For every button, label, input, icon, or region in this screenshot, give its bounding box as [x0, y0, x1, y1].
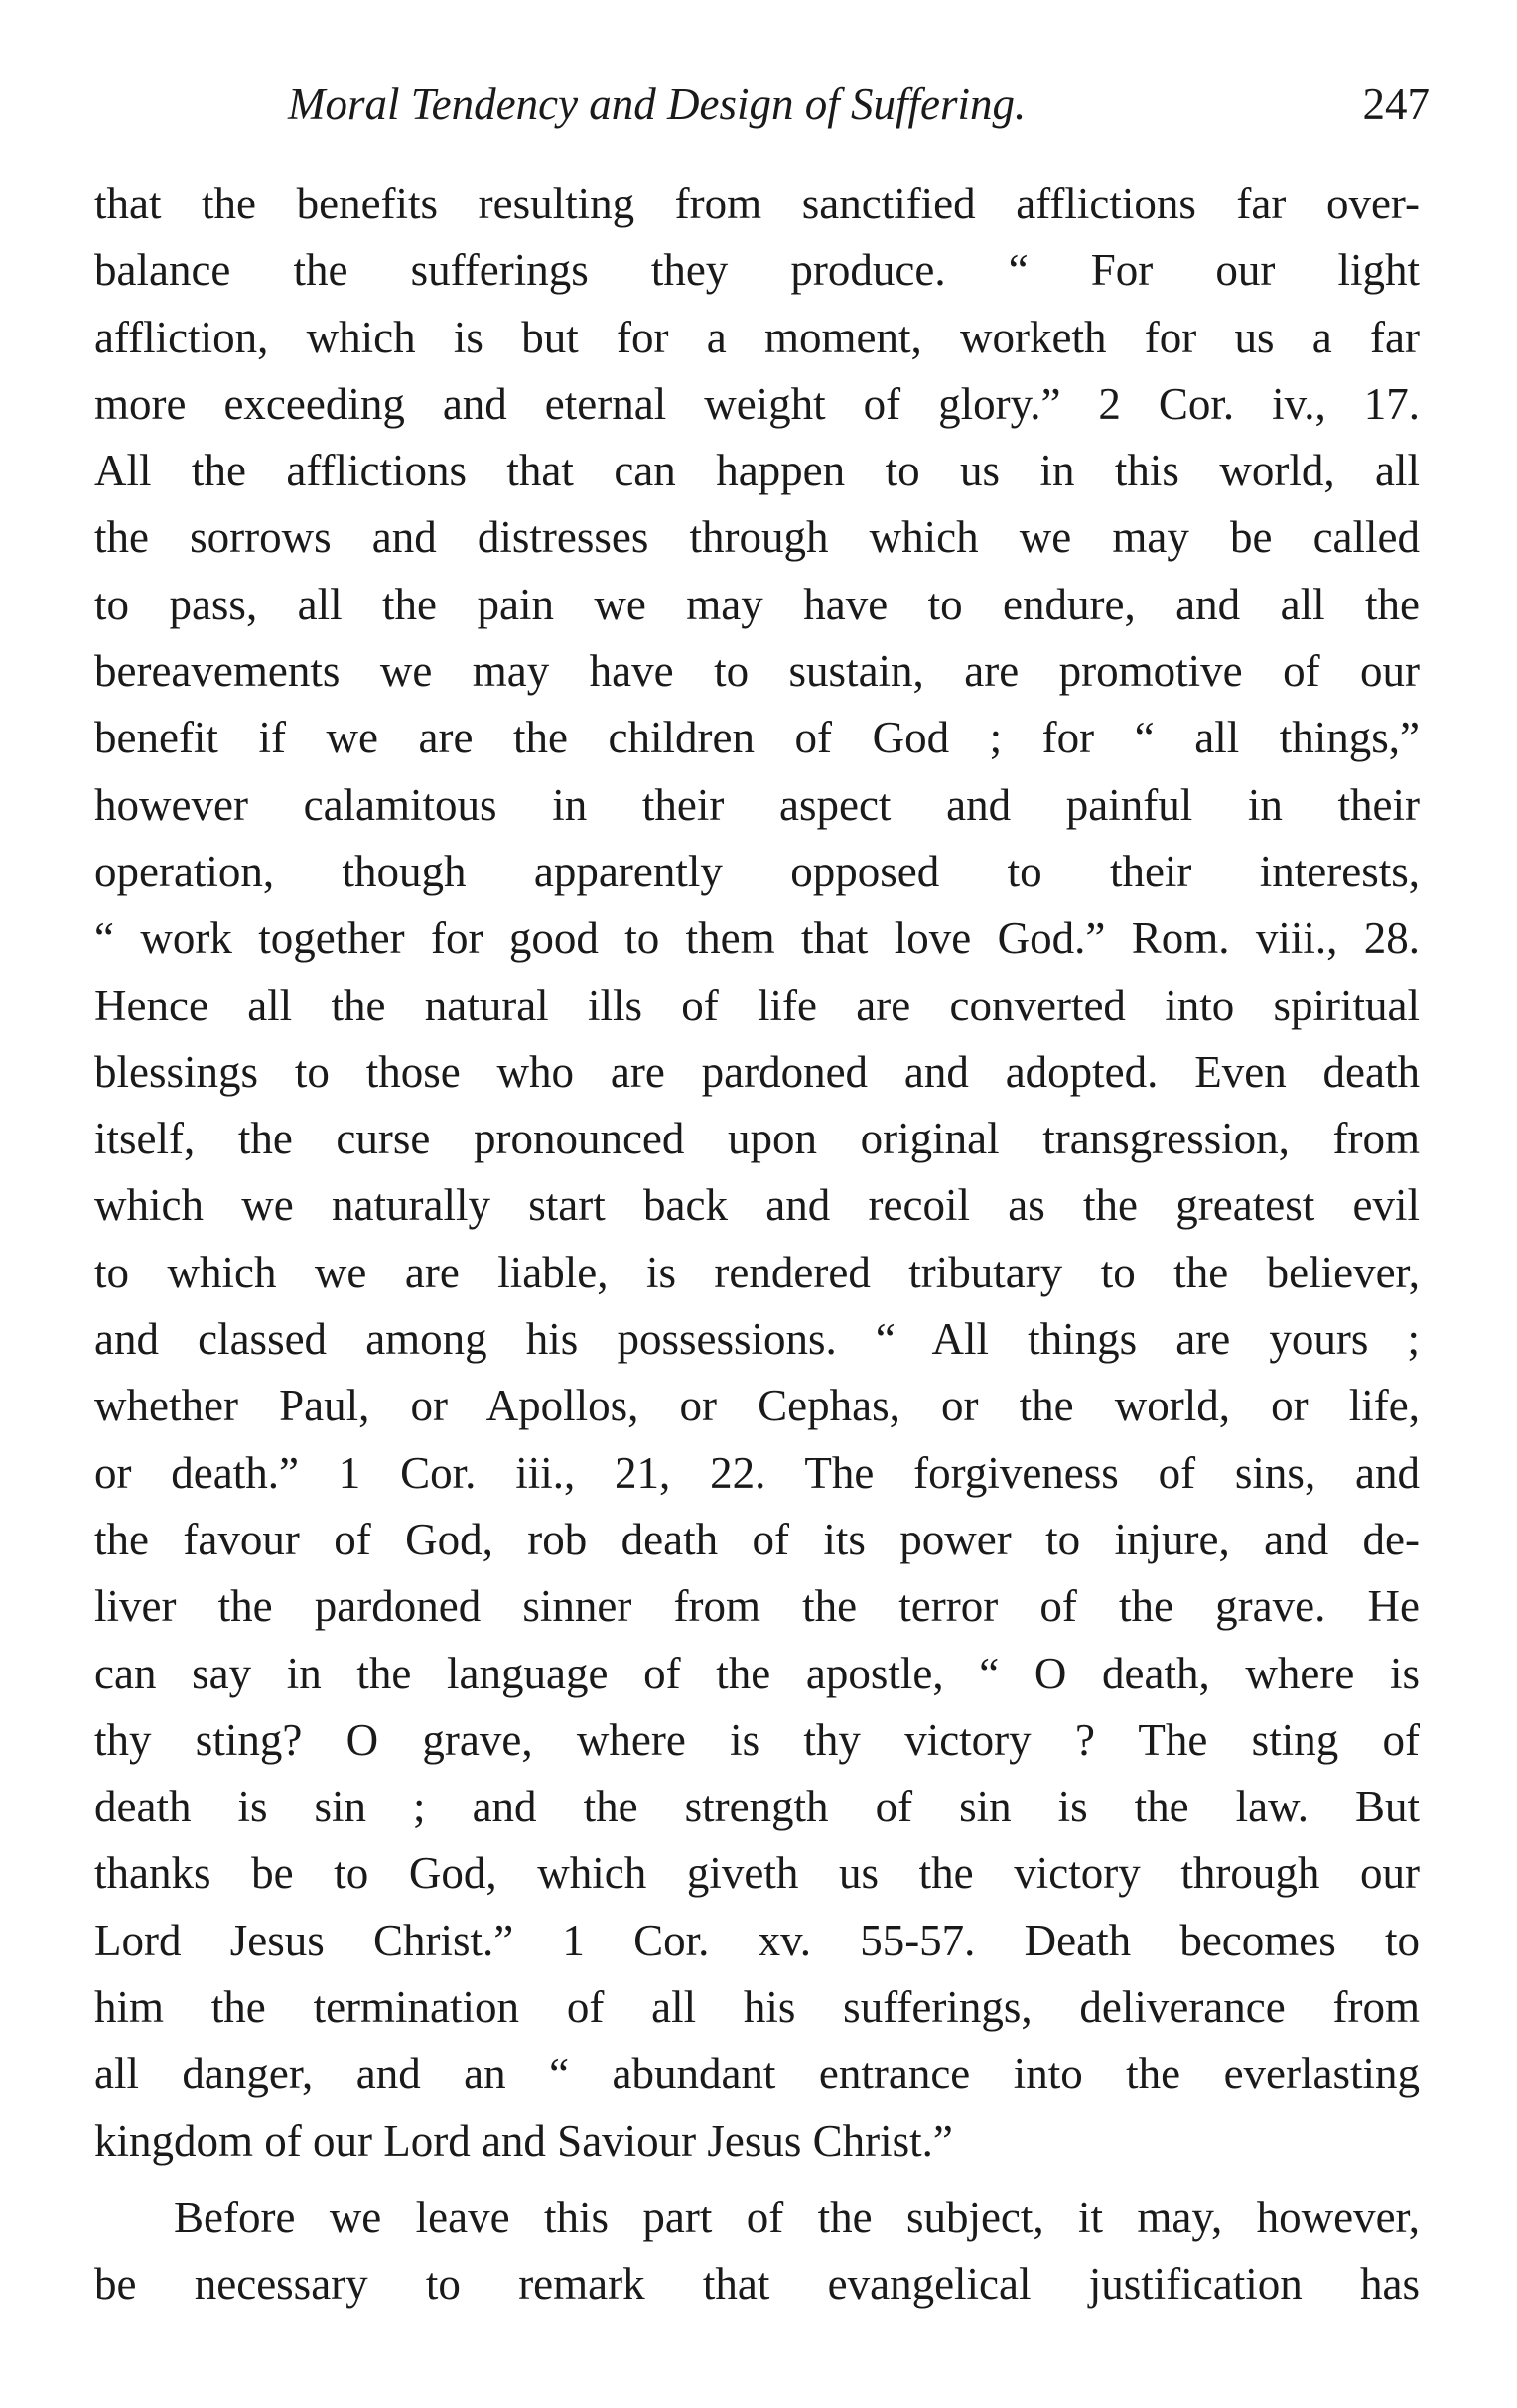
text-line: Lord Jesus Christ.” 1 Cor. xv. 55-57. Death becomes to — [94, 1915, 1420, 1965]
text-line: benefit if we are the children of God ; for “ all things,” — [94, 713, 1420, 763]
running-title: Moral Tendency and Design of Suffering. — [288, 79, 1027, 129]
text-line: bereavements we may have to sustain, are promotive of our — [94, 646, 1420, 697]
text-line: thanks be to God, which giveth us the victory through our — [94, 1848, 1420, 1899]
text-line: be necessary to remark that evangelical justification has — [94, 2259, 1420, 2310]
paragraph-1 — [94, 171, 1420, 2175]
paragraph-2 — [94, 2185, 1420, 2319]
text-line: can say in the language of the apostle, “ O death, where is — [94, 1648, 1420, 1698]
text-line: Before we leave this part of the subject, it may, however, — [174, 2192, 1420, 2242]
text-line: balance the sufferings they produce. “ For our light — [94, 245, 1420, 296]
text-line: death is sin ; and the strength of sin is the law. But — [94, 1782, 1420, 1832]
text-line: more exceeding and eternal weight of glory.” 2 Cor. iv., 17. — [94, 378, 1420, 429]
text-line: liver the pardoned sinner from the terror of the grave. He — [94, 1581, 1420, 1632]
running-head — [288, 69, 1430, 139]
text-line: itself, the curse pronounced upon original transgression, from — [94, 1114, 1420, 1164]
text-line: all danger, and an “ abundant entrance into the everlasting — [94, 2049, 1420, 2099]
text-line: to pass, all the pain we may have to endure, and all the — [94, 579, 1420, 629]
text-line: or death.” 1 Cor. iii., 21, 22. The forgiveness of sins, and — [94, 1447, 1420, 1498]
text-line: and classed among his possessions. “ All things are yours ; — [94, 1314, 1420, 1365]
text-line: affliction, which is but for a moment, worketh for us a far — [94, 312, 1420, 362]
text-line: operation, though apparently opposed to their interests, — [94, 846, 1420, 896]
text-line: to which we are liable, is rendered tributary to the believer, — [94, 1247, 1420, 1297]
text-line: “ work together for good to them that love God.” Rom. viii., 28. — [94, 913, 1420, 964]
text-line: however calamitous in their aspect and painful in their — [94, 779, 1420, 830]
text-line: blessings to those who are pardoned and adopted. Even death — [94, 1046, 1420, 1097]
text-line: which we naturally start back and recoil as the greatest evil — [94, 1180, 1420, 1231]
text-line: that the benefits resulting from sanctified afflictions far over- — [94, 179, 1420, 228]
text-line: the sorrows and distresses through which we may be called — [94, 512, 1420, 563]
text-line: whether Paul, or Apollos, or Cephas, or the world, or life, — [94, 1381, 1420, 1431]
paragraph-gap — [94, 2175, 1420, 2185]
text-line: the favour of God, rob death of its power to injure, and de- — [94, 1514, 1420, 1564]
body-text — [94, 171, 1420, 2319]
text-line: All the afflictions that can happen to us in this world, all — [94, 446, 1420, 496]
text-line: Hence all the natural ills of life are converted into spiritual — [94, 980, 1420, 1030]
page-number: 247 — [1362, 79, 1430, 129]
text-line: him the termination of all his sufferings, deliverance from — [94, 1982, 1420, 2033]
text-line: thy sting? O grave, where is thy victory ? The sting of — [94, 1714, 1420, 1765]
text-line: kingdom of our Lord and Saviour Jesus Christ.” — [94, 2115, 953, 2166]
